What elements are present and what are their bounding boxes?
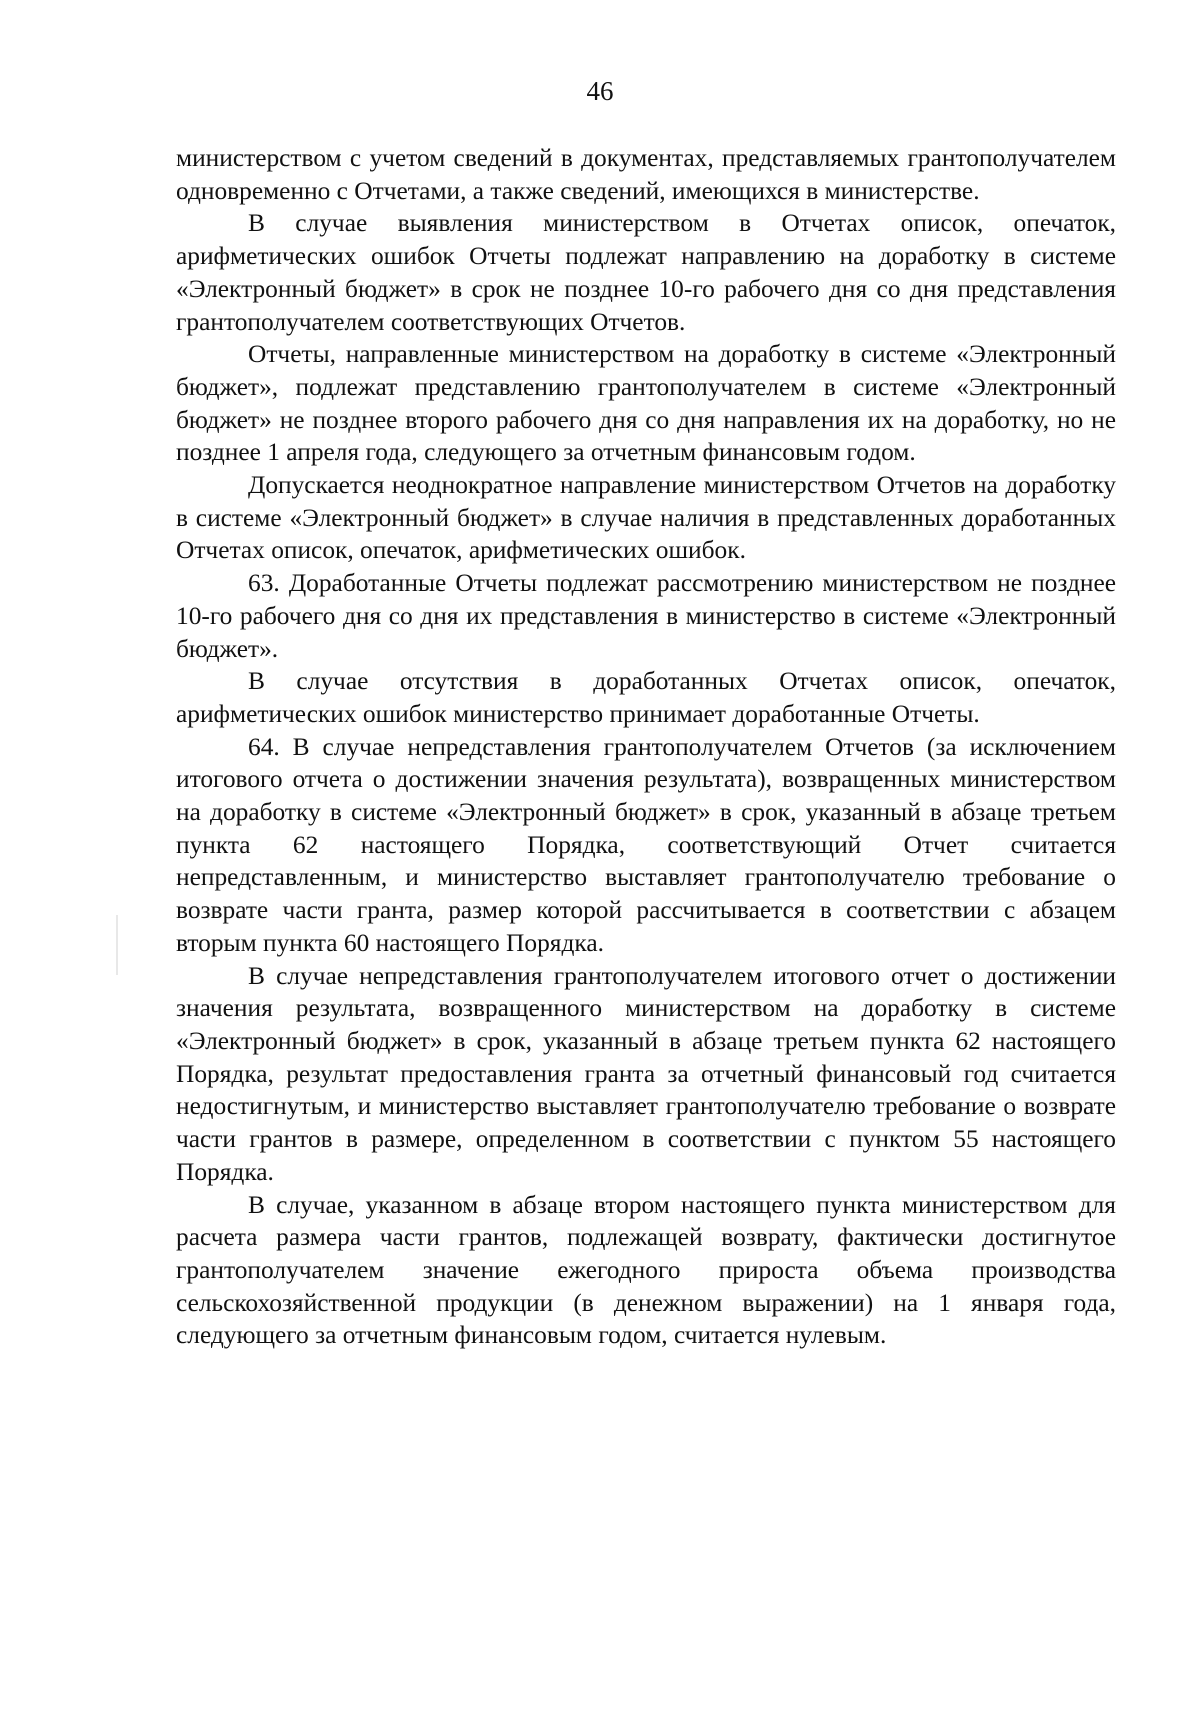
paragraph-continuation: министерством с учетом сведений в документах, представляемых грантополучателем одновременно с Отчетами, а также сведений, имеющихся в министерстве.: [176, 144, 1116, 205]
paragraph-reports-accepted: В случае отсутствия в доработанных Отчетах описок, опечаток, арифметических ошибок министерство принимает доработанные Отчеты.: [176, 667, 1116, 728]
page-number: 46: [586, 76, 614, 106]
document-body: [176, 142, 1116, 1352]
paragraph-zero-value: В случае, указанном в абзаце втором настоящего пункта министерством для расчета размера части грантов, подлежащей возврату, фактически достигнутое грантополучателем значение ежегодного прироста объема производства сельскохозяйственной продукции (в денежном выражении) на 1 января года, следующего за отчетным финансовым годом, считается нулевым.: [176, 1190, 1116, 1350]
paragraph-clause-64: 64. В случае непредставления грантополучателем Отчетов (за исключением итогового отчета о достижении значения результата), возвращенных министерством на доработку в системе «Электронный бюджет» в срок, указанный в абзаце третьем пункта 62 настоящего Порядка, соответствующий Отчет считается непредставленным, и министерство выставляет грантополучателю требование о возврате части гранта, размер которой рассчитывается в соответствии с абзацем вторым пункта 60 настоящего Порядка.: [176, 732, 1116, 957]
paragraph-repeated-return: Допускается неоднократное направление министерством Отчетов на доработку в системе «Электронный бюджет» в случае наличия в представленных доработанных Отчетах описок, опечаток, арифметических ошибок.: [176, 471, 1116, 565]
paragraph-errors-found: В случае выявления министерством в Отчетах описок, опечаток, арифметических ошибок Отчеты подлежат направлению на доработку в системе «Электронный бюджет» в срок не позднее 10-го рабочего дня со дня представления грантополучателем соответствующих Отчетов.: [176, 209, 1116, 336]
scan-artifact-mark: [116, 915, 118, 975]
paragraph-clause-63: 63. Доработанные Отчеты подлежат рассмотрению министерством не позднее 10-го рабочего дня со дня их представления в министерство в системе «Электронный бюджет».: [176, 569, 1116, 663]
paragraph-reports-returned: Отчеты, направленные министерством на доработку в системе «Электронный бюджет», подлежат представлению грантополучателем в системе «Электронный бюджет» не позднее второго рабочего дня со дня направления их на доработку, но не позднее 1 апреля года, следующего за отчетным финансовым годом.: [176, 340, 1116, 467]
paragraph-final-report-missing: В случае непредставления грантополучателем итогового отчет о достижении значения результата, возвращенного министерством на доработку в системе «Электронный бюджет» в срок, указанный в абзаце третьем пункта 62 настоящего Порядка, результат предоставления гранта за отчетный финансовый год считается недостигнутым, и министерство выставляет грантополучателю требование о возврате части грантов в размере, определенном в соответствии с пунктом 55 настоящего Порядка.: [176, 961, 1116, 1186]
